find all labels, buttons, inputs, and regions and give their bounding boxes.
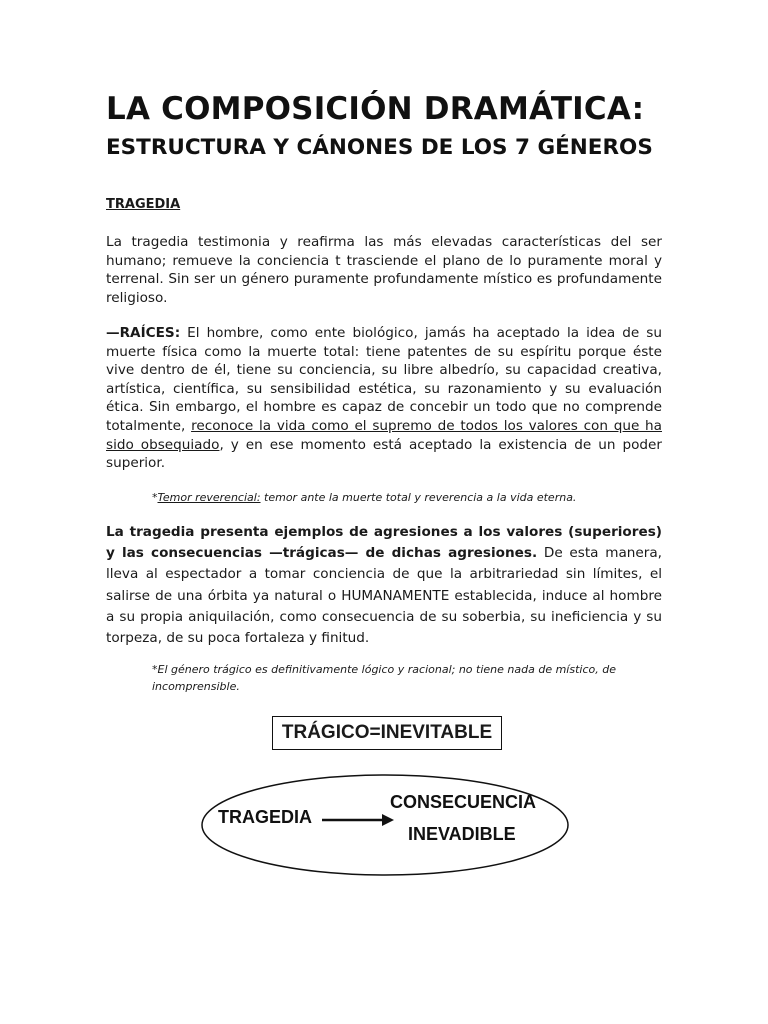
note1-term: Temor reverencial:	[157, 491, 261, 504]
note-genero-tragico: *El género trágico es definitivamente lógico y racional; no tiene nada de místico, de incomprensible.	[152, 663, 616, 693]
tragedia-diagram	[200, 770, 580, 880]
agresiones-text: De esta manera, lleva al espectador a tomar conciencia de que la arbitrariedad sin límites, el salirse de una órbita ya natural o HUMANAMENTE establecida, induce al hombre a su propia aniquilación, como consecuencia de su soberbia, su ineficiencia y su torpeza, de su poca fortaleza y finitud.	[106, 545, 662, 647]
raices-underlined: reconoce la vida como el supremo de todos los valores con que ha sido obsequiado	[106, 417, 662, 453]
agresiones-bold: La tragedia presenta ejemplos de agresiones a los valores (superiores) y las consecuencias —trágicas— de dichas agresiones.	[106, 524, 662, 562]
raices-text-a: El hombre, como ente biológico, jamás ha aceptado la idea de su muerte física como la muerte total: tiene patentes de su espíritu porque éste vive dentro de él, tiene su conciencia, su libre albedrío, su capacidad creativa, artística, científica, su sensibilidad estética, su razonamiento y su evaluación ética. Sin embargo, el hombre es capaz de concebir un todo que no comprende totalmente,	[106, 325, 662, 434]
diagram-right-label-2: INEVADIBLE	[408, 824, 516, 844]
note1-prefix: *	[152, 491, 158, 504]
raices-text-b: , y en ese momento está aceptado la existencia de un poder superior.	[106, 436, 662, 472]
arrow-head-icon	[382, 814, 394, 826]
note1-text: temor ante la muerte total y reverencia a la vida eterna.	[260, 491, 577, 504]
page-title: LA COMPOSICIÓN DRAMÁTICA:	[106, 91, 645, 127]
paragraph-raices	[106, 324, 662, 473]
paragraph-agresiones	[106, 522, 662, 649]
diagram-right-label-1: CONSECUENCIA	[390, 792, 537, 812]
note-temor-reverencial	[152, 489, 662, 506]
diagram-left-label: TRAGEDIA	[218, 807, 312, 827]
paragraph-intro: La tragedia testimonia y reafirma las más elevadas características del ser humano; remueve la conciencia t trasciende el plano de lo puramente moral y terrenal. Sin ser un género puramente profundamente místico es profundamente religioso.	[106, 234, 662, 306]
boxed-statement: TRÁGICO=INEVITABLE	[272, 716, 502, 750]
raices-label: —RAÍCES:	[106, 325, 181, 341]
page-subtitle: ESTRUCTURA Y CÁNONES DE LOS 7 GÉNEROS	[106, 135, 653, 160]
section-heading: TRAGEDIA	[106, 197, 181, 212]
